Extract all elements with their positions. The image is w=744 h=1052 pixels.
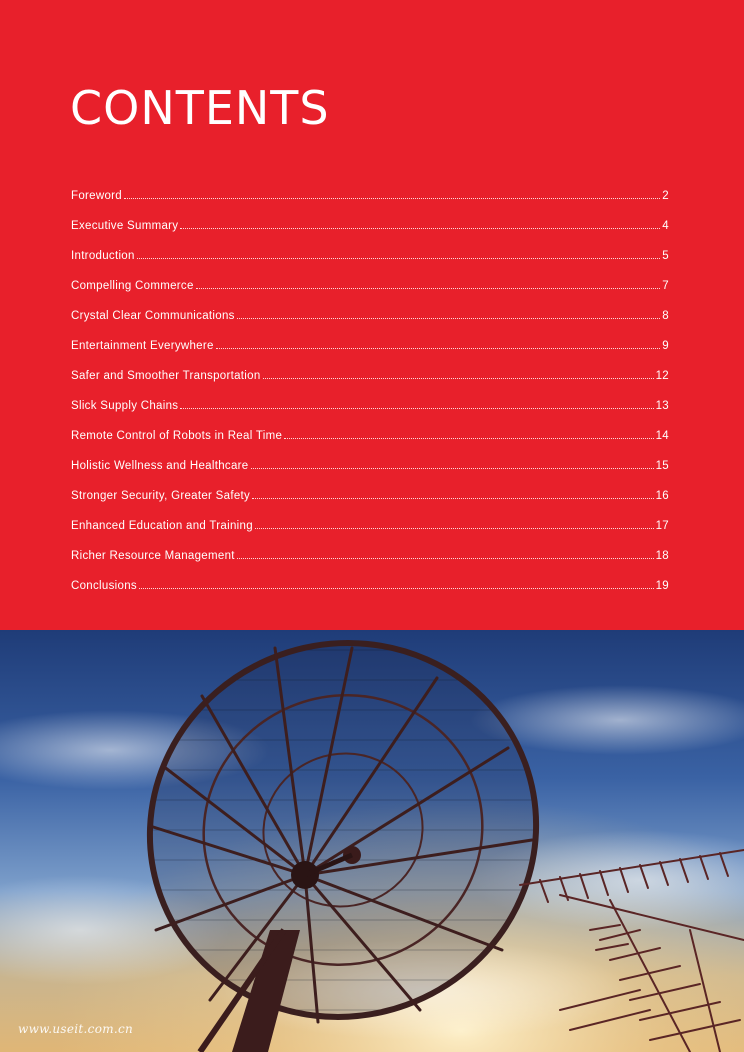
toc-entry-label: Entertainment Everywhere <box>71 340 214 352</box>
toc-page-number: 15 <box>655 460 669 472</box>
table-of-contents <box>71 186 669 606</box>
toc-page-number: 7 <box>662 280 669 292</box>
dotted-leader <box>196 288 661 289</box>
toc-entry-label: Conclusions <box>71 580 137 592</box>
toc-entry-stronger-security[interactable] <box>71 486 669 516</box>
toc-entry-introduction[interactable] <box>71 246 669 276</box>
toc-page-number: 8 <box>662 310 669 322</box>
toc-page-number: 9 <box>662 340 669 352</box>
toc-page-number: 2 <box>662 190 669 202</box>
satellite-dish-photo <box>0 630 744 1052</box>
dotted-leader <box>180 408 653 409</box>
dotted-leader <box>252 498 654 499</box>
toc-page-number: 18 <box>655 550 669 562</box>
toc-entry-label: Stronger Security, Greater Safety <box>71 490 251 502</box>
toc-entry-label: Richer Resource Management <box>71 550 235 562</box>
dotted-leader <box>255 528 654 529</box>
page-title: CONTENTS <box>70 81 330 135</box>
toc-entry-holistic-wellness[interactable] <box>71 456 669 486</box>
toc-entry-label: Compelling Commerce <box>71 280 194 292</box>
watermark: www.useit.com.cn <box>18 1022 134 1036</box>
dotted-leader <box>237 318 661 319</box>
dotted-leader <box>124 198 660 199</box>
toc-entry-enhanced-education[interactable] <box>71 516 669 546</box>
dotted-leader <box>180 228 660 229</box>
toc-page-number: 12 <box>655 370 669 382</box>
dotted-leader <box>237 558 654 559</box>
toc-entry-remote-control-robots[interactable] <box>71 426 669 456</box>
toc-entry-label: Crystal Clear Communications <box>71 310 235 322</box>
dotted-leader <box>139 588 654 589</box>
toc-entry-crystal-clear-communications[interactable] <box>71 306 669 336</box>
toc-entry-entertainment-everywhere[interactable] <box>71 336 669 366</box>
toc-page-number: 16 <box>655 490 669 502</box>
toc-entry-label: Enhanced Education and Training <box>71 520 253 532</box>
dotted-leader <box>137 258 661 259</box>
toc-page-number: 14 <box>655 430 669 442</box>
dotted-leader <box>284 438 653 439</box>
toc-page-number: 13 <box>655 400 669 412</box>
dotted-leader <box>263 378 654 379</box>
toc-entry-label: Foreword <box>71 190 122 202</box>
toc-entry-richer-resource-management[interactable] <box>71 546 669 576</box>
dotted-leader <box>251 468 654 469</box>
toc-page-number: 4 <box>662 220 669 232</box>
toc-entry-label: Executive Summary <box>71 220 179 232</box>
toc-entry-compelling-commerce[interactable] <box>71 276 669 306</box>
toc-entry-label: Introduction <box>71 250 135 262</box>
toc-entry-label: Remote Control of Robots in Real Time <box>71 430 283 442</box>
toc-entry-label: Safer and Smoother Transportation <box>71 370 261 382</box>
toc-entry-executive-summary[interactable] <box>71 216 669 246</box>
toc-page-number: 5 <box>662 250 669 262</box>
toc-page-number: 17 <box>655 520 669 532</box>
toc-page-number: 19 <box>655 580 669 592</box>
toc-entry-conclusions[interactable] <box>71 576 669 606</box>
toc-entry-foreword[interactable] <box>71 186 669 216</box>
toc-entry-label: Slick Supply Chains <box>71 400 179 412</box>
toc-entry-safer-transportation[interactable] <box>71 366 669 396</box>
dotted-leader <box>216 348 661 349</box>
toc-entry-slick-supply-chains[interactable] <box>71 396 669 426</box>
toc-entry-label: Holistic Wellness and Healthcare <box>71 460 249 472</box>
